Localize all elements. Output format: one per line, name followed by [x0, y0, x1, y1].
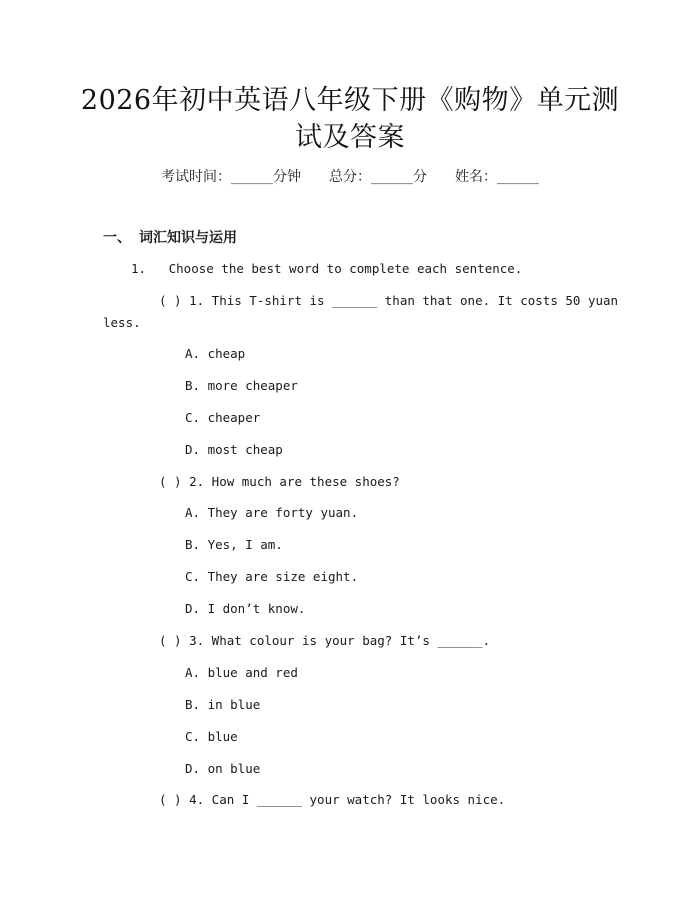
question-1-option-a: A. cheap	[185, 346, 246, 361]
document-title-line-2: 试及答案	[295, 122, 405, 153]
section-heading	[103, 231, 237, 245]
total-score-field: 总分：______分	[329, 169, 427, 185]
question-2-option-a: A. They are forty yuan.	[185, 505, 359, 520]
question-3-option-c: C. blue	[185, 729, 238, 744]
student-name-field: 姓名：______	[455, 169, 539, 185]
document-title-line-1: 2026年初中英语八年级下册《购物》单元测	[80, 85, 620, 116]
question-2-stem: ( ) 2. How much are these shoes?	[159, 474, 400, 489]
exam-time-field: 考试时间：______分钟	[161, 169, 301, 185]
task-instruction: 1. Choose the best word to complete each sentence.	[131, 261, 523, 276]
question-1-option-d: D. most cheap	[185, 442, 283, 457]
exam-info-line	[0, 170, 700, 184]
question-3-option-b: B. in blue	[185, 697, 261, 712]
question-1-stem-continued: less.	[103, 315, 141, 330]
question-3-option-d: D. on blue	[185, 761, 261, 776]
question-2-option-d: D. I don’t know.	[185, 601, 306, 616]
section-number: 一、	[103, 230, 131, 246]
question-1-option-c: C. cheaper	[185, 410, 261, 425]
question-1-stem: ( ) 1. This T-shirt is ______ than that one. It costs 50 yuan	[159, 293, 619, 308]
question-2-option-b: B. Yes, I am.	[185, 537, 283, 552]
question-3-option-a: A. blue and red	[185, 665, 298, 680]
question-2-option-c: C. They are size eight.	[185, 569, 359, 584]
question-4-stem: ( ) 4. Can I ______ your watch? It looks nice.	[159, 792, 506, 807]
section-title: 词汇知识与运用	[139, 230, 237, 246]
question-3-stem: ( ) 3. What colour is your bag? It’s ______.	[159, 633, 491, 648]
question-1-option-b: B. more cheaper	[185, 378, 298, 393]
